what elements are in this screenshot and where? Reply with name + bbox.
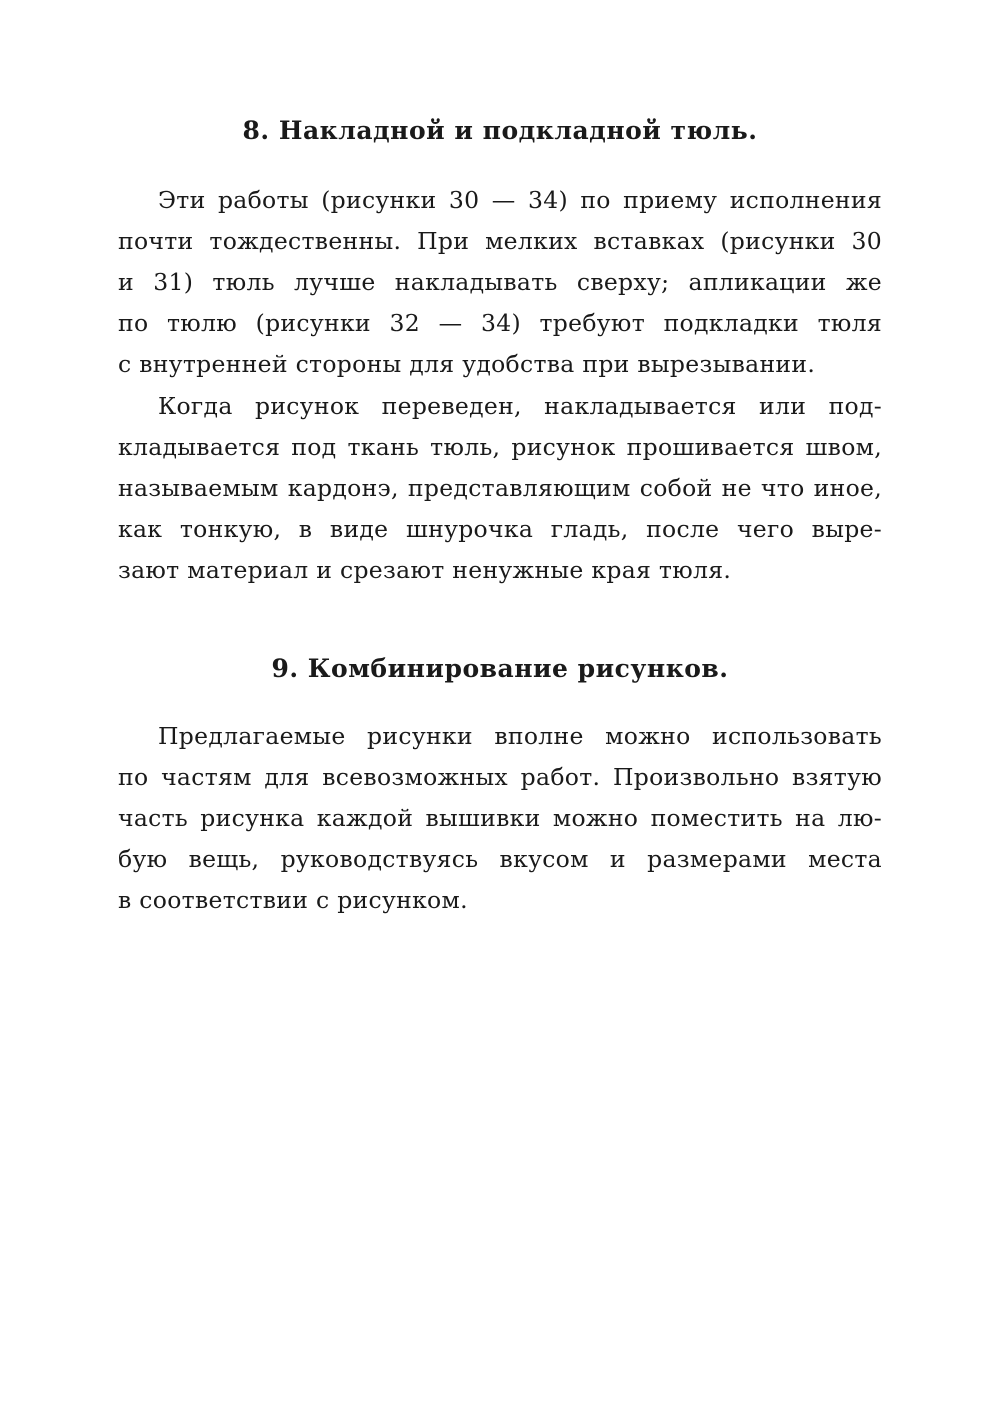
text-line: с внутренней стороны для удобства при вырезывании.	[118, 350, 816, 378]
section-8-heading: 8. Накладной и подкладной тюль.	[242, 116, 758, 145]
text-line: Эти работы (рисунки 30 — 34) по приему исполнения	[158, 186, 882, 214]
text-line: почти тождественны. При мелких вставках (рисунки 30	[118, 227, 882, 255]
text-line: как тонкую, в виде шнурочка гладь, после чего выре-	[118, 515, 882, 543]
text-line: называемым кардонэ, представляющим собой не что иное,	[118, 474, 882, 502]
section-9-heading: 9. Комбинирование рисунков.	[271, 654, 729, 683]
text-line: в соответствии с рисунком.	[118, 886, 468, 914]
text-line: по тюлю (рисунки 32 — 34) требуют подкладки тюля	[118, 309, 882, 337]
text-line: Когда рисунок переведен, накладывается или под-	[158, 392, 882, 420]
text-line: зают материал и срезают ненужные края тюля.	[118, 556, 732, 584]
text-line: Предлагаемые рисунки вполне можно использовать	[158, 722, 882, 750]
text-line: и 31) тюль лучше накладывать сверху; апликации же	[118, 268, 882, 296]
text-line: часть рисунка каждой вышивки можно поместить на лю-	[118, 804, 882, 832]
text-line: бую вещь, руководствуясь вкусом и размерами места	[118, 845, 882, 873]
text-line: кладывается под ткань тюль, рисунок прошивается швом,	[118, 433, 882, 461]
text-line: по частям для всевозможных работ. Произвольно взятую	[118, 763, 882, 791]
